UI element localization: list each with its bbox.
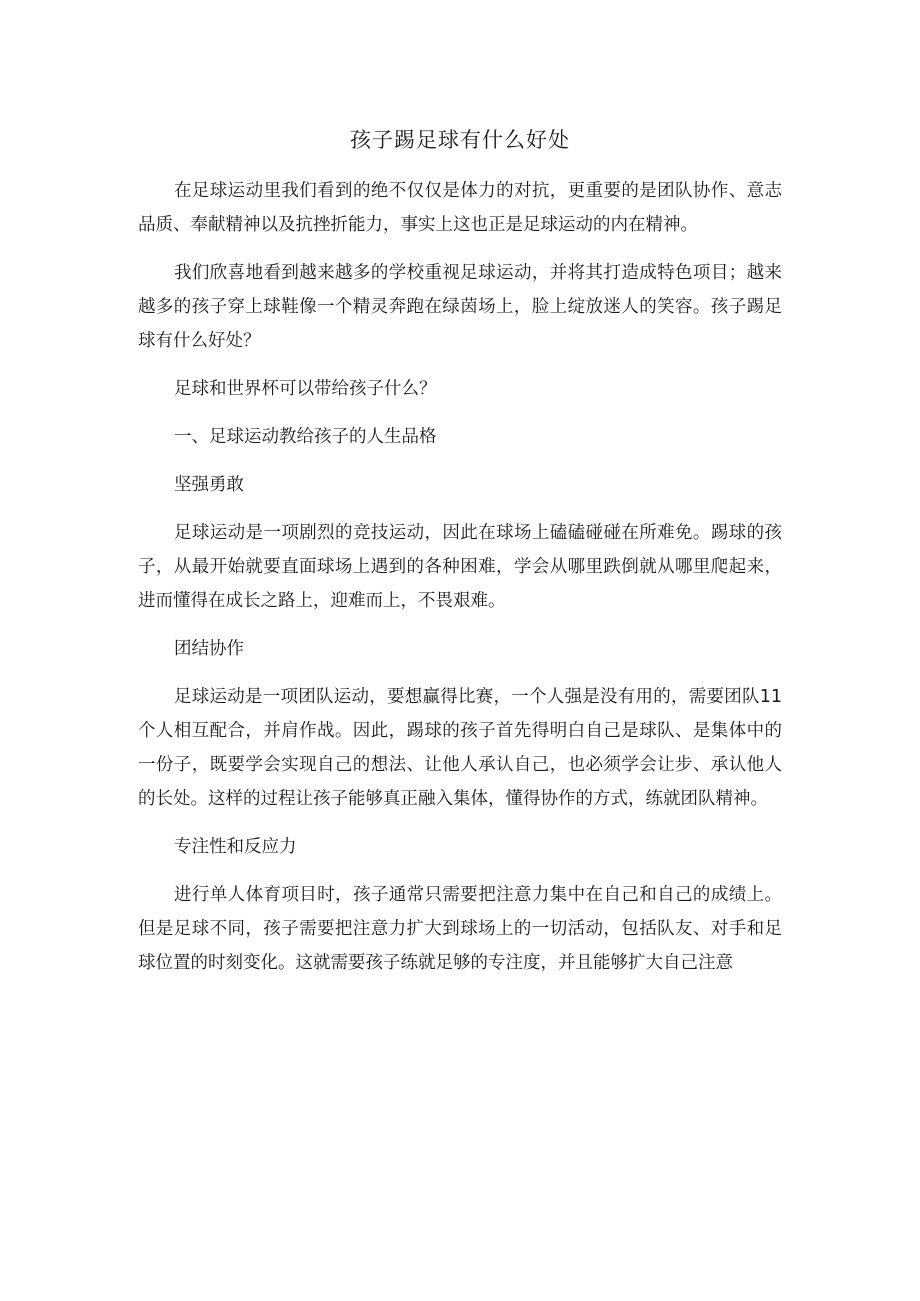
paragraph-teamwork: 足球运动是一项团队运动，要想赢得比赛，一个人强是没有用的，需要团队11个人相互配合，并肩作战。因此，踢球的孩子首先得明白自己是球队、是集体中的一份子，既要学会实现自己的想法、让他人承认自己，也必须学会让步、承认他人的长处。这样的过程让孩子能够真正融入集体，懂得协作的方式，练就团队精神。	[138, 687, 782, 809]
subheading-brave: 坚强勇敢	[174, 475, 244, 495]
paragraph-intro: 在足球运动里我们看到的绝不仅仅是体力的对抗，更重要的是团队协作、意志品质、奉献精神以及抗挫折能力，事实上这也正是足球运动的内在精神。	[138, 181, 782, 235]
paragraph-focus: 进行单人体育项目时，孩子通常只需要把注意力集中在自己和自己的成绩上。但是足球不同，孩子需要把注意力扩大到球场上的一切活动，包括队友、对手和足球位置的时刻变化。这就需要孩子练就足够的专注度，并且能够扩大自己注意	[138, 885, 782, 973]
paragraph-question: 足球和世界杯可以带给孩子什么？	[174, 379, 437, 399]
section-heading-character: 一、足球运动教给孩子的人生品格	[174, 427, 437, 447]
subheading-focus: 专注性和反应力	[174, 837, 297, 857]
paragraph-schools: 我们欣喜地看到越来越多的学校重视足球运动，并将其打造成特色项目；越来越多的孩子穿上球鞋像一个精灵奔跑在绿茵场上，脸上绽放迷人的笑容。孩子踢足球有什么好处？	[138, 263, 782, 351]
document-title: 孩子踢足球有什么好处	[350, 128, 570, 152]
paragraph-brave: 足球运动是一项剧烈的竞技运动，因此在球场上磕磕碰碰在所难免。踢球的孩子，从最开始就要直面球场上遇到的各种困难，学会从哪里跌倒就从哪里爬起来，进而懂得在成长之路上，迎难而上，不畏艰难。	[138, 523, 782, 611]
subheading-teamwork: 团结协作	[174, 639, 244, 659]
